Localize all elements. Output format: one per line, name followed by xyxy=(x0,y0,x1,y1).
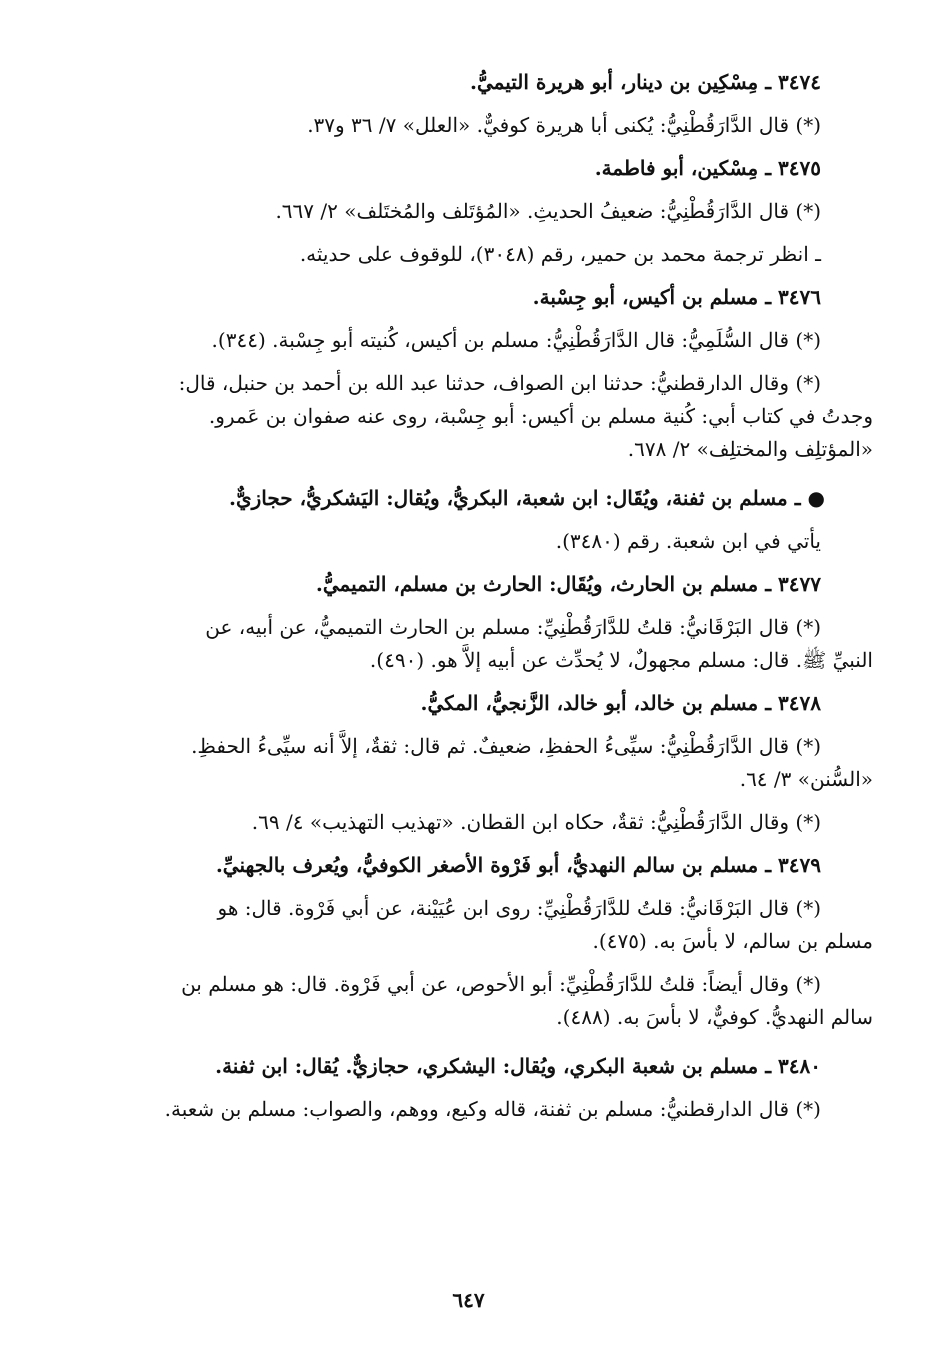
entry-line: «المؤتلِف والمختلِف» ٢/ ٦٧٨. xyxy=(627,437,873,461)
entry-heading: ٣٤٧٥ ـ مِسْكين، أبو فاطمة. xyxy=(594,156,821,180)
entry-heading: ٣٤٧٤ ـ مِسْكِين بن دينار، أبو هريرة التيميُّ. xyxy=(470,70,821,94)
entry-line: سالم النهديُّ. كوفيٌّ، لا بأسَ به. (٤٨٨). xyxy=(556,1005,873,1029)
entry-heading: ٣٤٧٨ ـ مسلم بن خالد، أبو خالد، الزَّنجيُّ، المكيُّ. xyxy=(420,691,821,715)
entry-line: (*) قال الدَّارَقُطْنِيُّ: يُكنى أبا هريرة كوفيٌّ. «العلل» ٧/ ٣٦ و٣٧. xyxy=(307,113,821,137)
page-body xyxy=(100,66,873,1126)
entry-line: (*) قال السُّلَمِيُّ: قال الدَّارَقُطْنِيُّ: مسلم بن أكيس، كُنيته أبو جِسْبة. (٣٤٤). xyxy=(211,328,821,352)
entry-line: مسلم بن سالم، لا بأسَ به. (٤٧٥). xyxy=(592,929,873,953)
page-number: ٦٤٧ xyxy=(452,1288,485,1312)
entry-line: النبيِّ ﷺ. قال: مسلم مجهولٌ، لا يُحدِّث عن أبيه إلاَّ هو. (٤٩٠). xyxy=(369,648,873,672)
entry-heading: ● ـ مسلم بن ثفنة، ويُقَال: ابن شعبة، البكريُّ، ويُقال: اليَشكريُّ، حجازيٌّ. xyxy=(229,486,825,510)
entry-line: «السُّنن» ٣/ ٦٤. xyxy=(739,767,873,791)
entry-line: (*) وقال الدارقطنيُّ: حدثنا ابن الصواف، حدثنا عبد الله بن أحمد بن حنبل، قال: xyxy=(178,371,821,395)
entry-line: (*) قال البَرْقَانيُّ: قلتُ للدَّارَقُطْنِيِّ: روى ابن عُيَيْنة، عن أبي فَرْوة. قال: هو xyxy=(217,896,821,920)
entry-line: (*) قال البَرْقَانيُّ: قلتُ للدَّارَقُطْنِيِّ: مسلم بن الحارث التميميُّ، عن أبيه، عن xyxy=(205,615,821,639)
entry-line: (*) قال الدَّارَقُطْنِيُّ: ضعيفُ الحديثِ. «المُؤتَلف والمُختَلف» ٢/ ٦٦٧. xyxy=(275,199,821,223)
entry-line: (*) قال الدَّارَقُطْنِيُّ: سيِّىءُ الحفظِ، ضعيفٌ. ثم قال: ثقةٌ، إلاَّ أنه سيِّىءُ الحفظِ. xyxy=(191,734,821,758)
entry-heading: ٣٤٧٦ ـ مسلم بن أكيس، أبو جِسْبة. xyxy=(532,285,821,309)
entry-line: (*) قال الدارقطنيُّ: مسلم بن ثفنة، قاله وكيع، ووهم، والصواب: مسلم بن شعبة. xyxy=(164,1097,821,1121)
entry-heading: ٣٤٧٩ ـ مسلم بن سالم النهديُّ، أبو فَرْوة الأصغر الكوفيُّ، ويُعرف بالجهنيِّ. xyxy=(215,853,821,877)
entry-line: وجدتُ في كتاب أبي: كُنية مسلم بن أكيس: أبو جِسْبة، روى عنه صفوان بن عَمرو. xyxy=(208,404,873,428)
entry-heading: ٣٤٧٧ ـ مسلم بن الحارث، ويُقَال: الحارث بن مسلم، التميميُّ. xyxy=(315,572,821,596)
entry-line: يأتي في ابن شعبة. رقم (٣٤٨٠). xyxy=(555,529,821,553)
entry-heading: ٣٤٨٠ ـ مسلم بن شعبة البكري، ويُقال: اليشكري، حجازيٌّ. يُقال: ابن ثفنة. xyxy=(215,1054,821,1078)
entry-line: (*) وقال الدَّارَقُطْنِيُّ: ثقةٌ، حكاه ابن القطان. «تهذيب التهذيب» ٤/ ٦٩. xyxy=(251,810,821,834)
entry-line: (*) وقال أيضاً: قلتُ للدَّارَقُطْنِيِّ: أبو الأحوص، عن أبي فَرْوة. قال: هو مسلم بن xyxy=(181,972,821,996)
entry-line: ـ انظر ترجمة محمد بن حمير، رقم (٣٠٤٨)، للوقوف على حديثه. xyxy=(299,242,821,266)
